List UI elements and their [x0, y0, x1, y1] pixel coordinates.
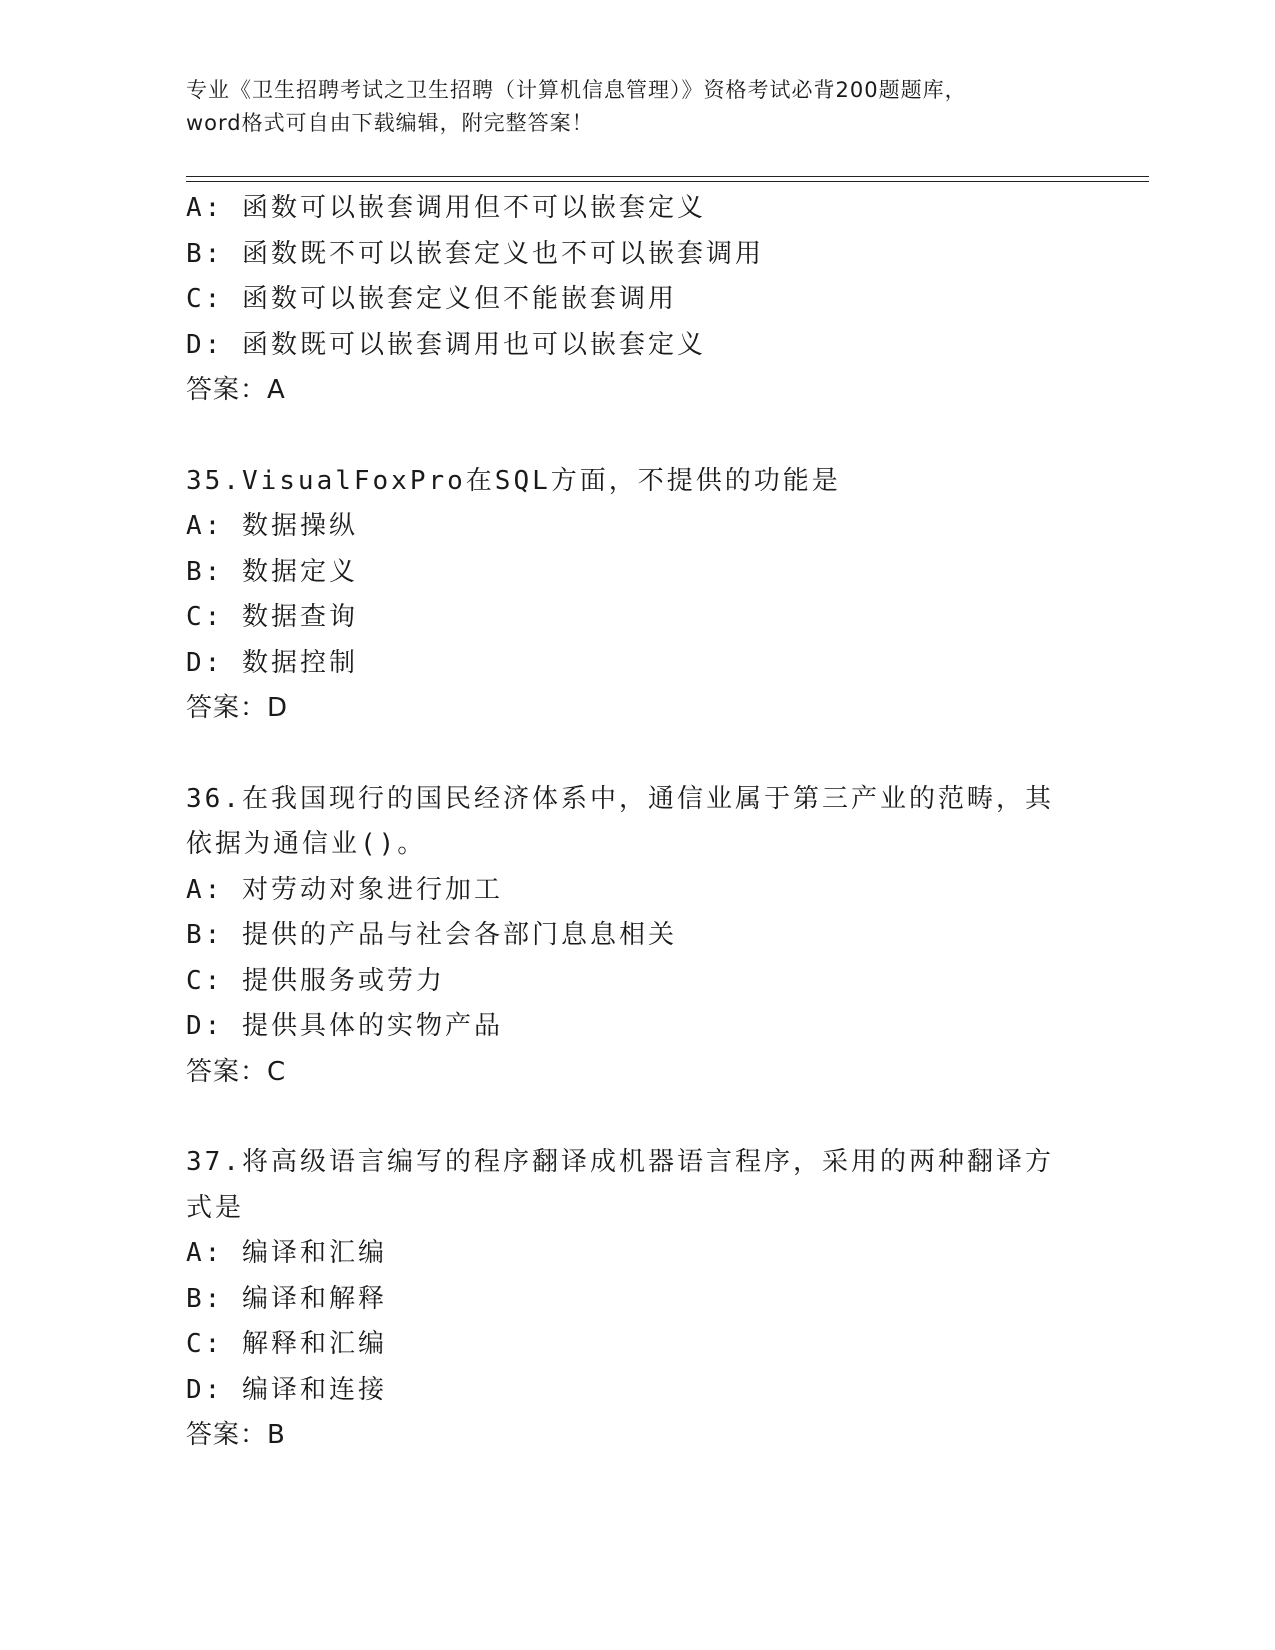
block-spacer — [186, 1095, 1086, 1140]
header-title-line-1: 专业《卫生招聘考试之卫生招聘（计算机信息管理）》资格考试必背200题题库， — [186, 78, 967, 102]
question-text: 36.在我国现行的国民经济体系中，通信业属于第三产业的范畴，其依据为通信业()。 — [186, 783, 1054, 859]
option-b: B: 函数既不可以嵌套定义也不可以嵌套调用 — [186, 238, 764, 269]
answer-line: 答案：B — [186, 1420, 286, 1450]
question-text: 35.VisualFoxPro在SQL方面，不提供的功能是 — [186, 465, 841, 496]
option-d: D: 提供具体的实物产品 — [186, 1011, 503, 1041]
option-c: C: 解释和汇编 — [186, 1329, 387, 1359]
option-c: C: 数据查询 — [186, 602, 358, 632]
question-block — [186, 459, 1086, 732]
question-block — [186, 186, 1086, 414]
block-spacer — [186, 732, 1086, 777]
header-divider-top — [186, 176, 1149, 177]
option-b: B: 提供的产品与社会各部门息息相关 — [186, 920, 677, 950]
answer-line: 答案：A — [186, 375, 286, 405]
option-b: B: 数据定义 — [186, 556, 358, 587]
answer-line: 答案：D — [186, 693, 289, 723]
option-d: D: 数据控制 — [186, 647, 358, 678]
question-list — [186, 186, 1086, 1459]
option-c: C: 提供服务或劳力 — [186, 965, 445, 996]
answer-line: 答案：C — [186, 1056, 287, 1087]
question-block — [186, 777, 1086, 1096]
option-a: A: 对劳动对象进行加工 — [186, 874, 503, 905]
header-divider-bottom — [186, 181, 1149, 182]
option-b: B: 编译和解释 — [186, 1283, 387, 1314]
option-a: A: 编译和汇编 — [186, 1238, 387, 1268]
option-a: A: 数据操纵 — [186, 511, 358, 541]
option-c: C: 函数可以嵌套定义但不能嵌套调用 — [186, 284, 677, 314]
option-d: D: 编译和连接 — [186, 1374, 387, 1405]
option-a: A: 函数可以嵌套调用但不可以嵌套定义 — [186, 193, 706, 223]
question-block — [186, 1140, 1086, 1459]
document-header — [186, 74, 1086, 140]
block-spacer — [186, 414, 1086, 459]
question-text: 37.将高级语言编写的程序翻译成机器语言程序，采用的两种翻译方式是 — [186, 1147, 1054, 1223]
header-title-line-2: word格式可自由下载编辑，附完整答案！ — [186, 111, 594, 135]
option-d: D: 函数既可以嵌套调用也可以嵌套定义 — [186, 329, 706, 360]
